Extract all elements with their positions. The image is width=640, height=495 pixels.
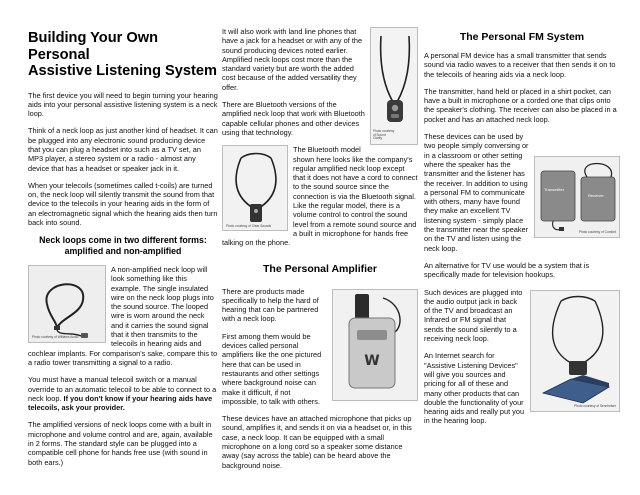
title-line-1: Building Your Own Personal bbox=[28, 30, 158, 63]
receiver-label: Receiver bbox=[588, 193, 604, 199]
paragraph: An alternative for TV use would be a system that is specifically made for television hookups. bbox=[424, 260, 590, 280]
photo-credit: Photo courtesy of Williams Audio bbox=[32, 335, 79, 340]
emphasis-text: If you don't know if your hearing aids have telecoils, ask your provider. bbox=[28, 393, 213, 413]
paragraph: The transmitter, hand held or placed in a shirt pocket, can have a built in microphone or a corded one that clips onto the speaker's clothing. The receiver can also be placed in a pocket and has an attached neck loop. bbox=[424, 86, 617, 124]
paragraph: These devices can be used by two people simply conversing or in a classroom or other setting where the speaker has the transmitter and the listener has the receiver. In addition to using a personal FM to communicate with others, many have found they make an excellent TV listening system - simply place the transmitter near the speaker on the TV and listen using the neck loop. bbox=[424, 132, 529, 253]
paragraph: Think of a neck loop as just another kind of headset. It can be plugged into any electronic sound producing device that you can plug a headset into such as a TV set, an MP3 player, a stereo system or a radio - almost any device that has a headset or speaker jack in it. bbox=[28, 126, 218, 173]
column-2 bbox=[222, 0, 418, 478]
paragraph: It will also work with land line phones that have a jack for a headset or with any of the sound producing devices noted earlier. Amplified neck loops cost more than the standard variety but are worth the added cost because of the added versatility they offer. bbox=[222, 27, 363, 92]
paragraph bbox=[28, 375, 218, 412]
photo-credit: Photo courtesy of Comfort bbox=[578, 230, 616, 235]
amplified-neck-loop-icon bbox=[371, 28, 418, 145]
column-3 bbox=[424, 0, 620, 434]
paragraph: The amplified versions of neck loops come with a built in microphone and volume control and are, again, available in 2 forms. The standard style can be plugged into a compatible cell phone for hands free use (with sound in both ears.) bbox=[28, 420, 213, 467]
paragraph: A non-amplified neck loop will look something like this example. The single insulated wire on the neck loop plugs into the sound source. The looped wire is worn around the neck and it carries the sound signal that it then transmits to the telecoils in hearing aids and cochlear implants. For comparison's sake, compare this to a radio tower transmitting a signal to a radio. bbox=[28, 264, 218, 367]
paragraph: There are Bluetooth versions of the amplified neck loop that work with Bluetooth capable cellular phones and other devices using that technology. bbox=[222, 100, 365, 137]
amplified-neck-loop-photo bbox=[370, 27, 418, 145]
photo-credit: Photo courtesy of Sound Clarity bbox=[373, 129, 395, 141]
paragraph: First among them would be devices called personal amplifiers like the one pictured here that can be used in restaurants and other settings where background noise can make it difficult, if not impossible, to talk with others. bbox=[222, 331, 322, 406]
paragraph: Such devices are plugged into the audio output jack in back of the TV and broadcast an Infrared or FM signal that sends the sound silently to a receiving neck loop. bbox=[424, 287, 523, 344]
neck-loop-photo bbox=[28, 265, 106, 343]
section-subhead bbox=[28, 235, 218, 257]
section-title-personal-amplifier: The Personal Amplifier bbox=[263, 262, 377, 275]
column-1 bbox=[28, 0, 218, 475]
fm-system-photo bbox=[534, 156, 620, 238]
bluetooth-neck-loop-icon bbox=[223, 146, 288, 231]
subhead-line-1: Neck loops come in two different forms: bbox=[39, 235, 207, 246]
paragraph: These devices have an attached microphone that picks up sound, amplifies it, and sends it on via a headset or, in this case, a neck loop. It can be equipped with a small microphone on a long cord so a speaker some distance away (say across the table) can be heard above the background noise. bbox=[222, 414, 412, 470]
tv-listening-system-photo bbox=[530, 290, 620, 412]
fm-transmitter-receiver-icon bbox=[535, 157, 620, 238]
paragraph: There are products made specifically to help the hard of hearing that can be partnered with a neck loop. bbox=[222, 286, 319, 324]
photo-credit: Photo courtesy of Clear Sounds bbox=[226, 223, 272, 228]
paragraph-text: You must have a manual telecoil switch or a manual override to an automatic telecoil to be able to connect to a neck loop. bbox=[28, 375, 217, 403]
svg-text:W: W bbox=[364, 352, 380, 369]
subhead-line-2: amplified and non-amplified bbox=[64, 246, 182, 257]
paragraph: The Bluetooth model shown here looks like the company's regular amplified neck loop except that it does not have a cord to connect to the sound source since the connection is via the Bluetooth signal. Like the regular model, there is a volume control to control the sound level from a remote sound source and a built in microphone for hands free talking on the phone. bbox=[222, 145, 418, 248]
page-title bbox=[28, 30, 218, 80]
transmitter-label: Transmitter bbox=[544, 187, 565, 193]
title-line-2: Assistive Listening System bbox=[28, 63, 217, 79]
neck-loop-icon bbox=[29, 266, 106, 343]
personal-amplifier-icon bbox=[333, 290, 418, 401]
paragraph: An Internet search for "Assistive Listening Devices" will give you sources and pricing for all of these and many other products that can double the functionality of your hearing aids and really put you in the hearing loop. bbox=[424, 351, 525, 426]
paragraph: A personal FM device has a small transmitter that sends sound via radio waves to a receiver that then sends it on to the telecoils of hearing aids via a neck loop. bbox=[424, 51, 616, 79]
section-title-personal-fm: The Personal FM System bbox=[459, 31, 585, 43]
bluetooth-neck-loop-photo bbox=[222, 145, 288, 231]
paragraph: When your telecoils (sometimes called t-coils) are turned on, the neck loop will silently transmit the sound from that device to the telecoils in your hearing aids in the form of an electromagnetic signal which the hearing aids then turn back into sound. bbox=[28, 180, 218, 228]
paragraph: The first device you will need to begin turning your hearing aids into your personal assistive listening system is a neck loop. bbox=[28, 90, 218, 119]
photo-credit: Photo courtesy of Sennheiser bbox=[574, 403, 616, 408]
personal-amplifier-photo bbox=[332, 289, 418, 401]
tv-neck-loop-icon bbox=[531, 291, 620, 412]
